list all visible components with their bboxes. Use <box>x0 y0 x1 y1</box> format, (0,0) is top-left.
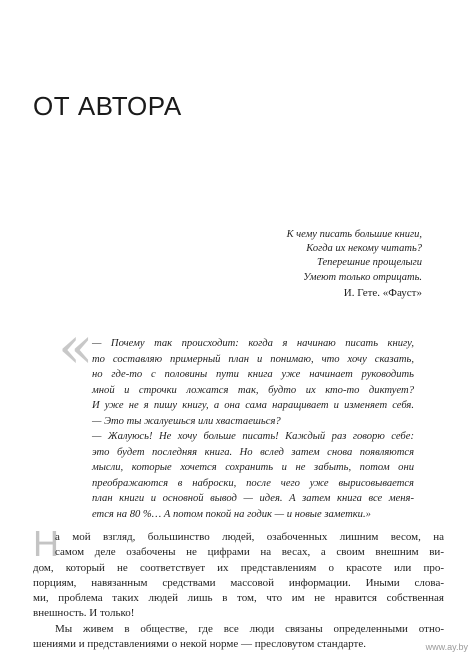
quote-line: мной и строчки ложатся так, будто их кто-то диктует? <box>92 384 414 396</box>
drop-cap: Н <box>33 523 59 564</box>
body-line: порциям, навязанным средствами массовой информации. Иными слова- <box>33 576 444 589</box>
body-line: ми, проблема таких людей лишь в том, что им не нравится собственная <box>33 592 444 605</box>
epigraph-line: К чему писать большие книги, <box>286 229 422 240</box>
quote-line: ется на 80 %… А потом покой на годик — и новые заметки.» <box>92 509 371 521</box>
quote-line: И уже не я пишу книгу, а она сама наращивает и изменяет себя. <box>92 400 414 412</box>
watermark: www.ay.by <box>425 642 468 652</box>
body-line: самом деле озабочены не цифрами на весах, а своим внешним ви- <box>55 546 444 559</box>
quote-line: это будет последняя книга. Но вслед затем снова появляются <box>92 446 414 458</box>
body-line: шениями и представлениями о некой норме — пресловутом стандарте. <box>33 638 366 651</box>
quote-line: то составляю примерный план и понимаю, что хочу сказать, <box>92 353 414 365</box>
epigraph-line: Когда их некому читать? <box>306 243 422 255</box>
body-line: Мы живем в обществе, где все люди связаны определенными отно- <box>55 622 444 635</box>
epigraph-line: Теперешние прощелыги <box>317 257 422 269</box>
quote-line: преображаются в наброски, после чего уже вырисовывается <box>92 477 414 489</box>
chapter-title: ОТ АВТОРА <box>33 91 182 122</box>
quote-line: мысли, которые хочется сохранить и не забыть, потом они <box>92 462 414 474</box>
body-line: а мой взгляд, большинство людей, озабоченных лишним весом, на <box>55 531 444 543</box>
body-text <box>33 523 444 652</box>
quote-line: — Жалуюсь! Не хочу больше писать! Каждый раз говорю себе: <box>92 431 414 443</box>
quote-mark: « <box>58 313 94 381</box>
body-line: дом, который не соответствует их представлениям о красоте или про- <box>33 561 444 574</box>
quote-line: — Это ты жалуешься или хвастаешься? <box>92 415 281 427</box>
quote-line: — Почему так происходит: когда я начинаю писать книгу, <box>92 338 414 349</box>
quote-block <box>92 336 414 523</box>
quote-line: план книги и основной вывод — идея. А затем книга все меня- <box>92 493 414 505</box>
body-line: внешность. И только! <box>33 607 135 620</box>
epigraph-line: Умеют только отрицать. <box>303 271 422 283</box>
epigraph <box>172 228 422 300</box>
quote-line: но где-то с половины пути книга уже начинает руководить <box>92 369 414 381</box>
epigraph-attribution: И. Гете. «Фауст» <box>343 286 422 299</box>
